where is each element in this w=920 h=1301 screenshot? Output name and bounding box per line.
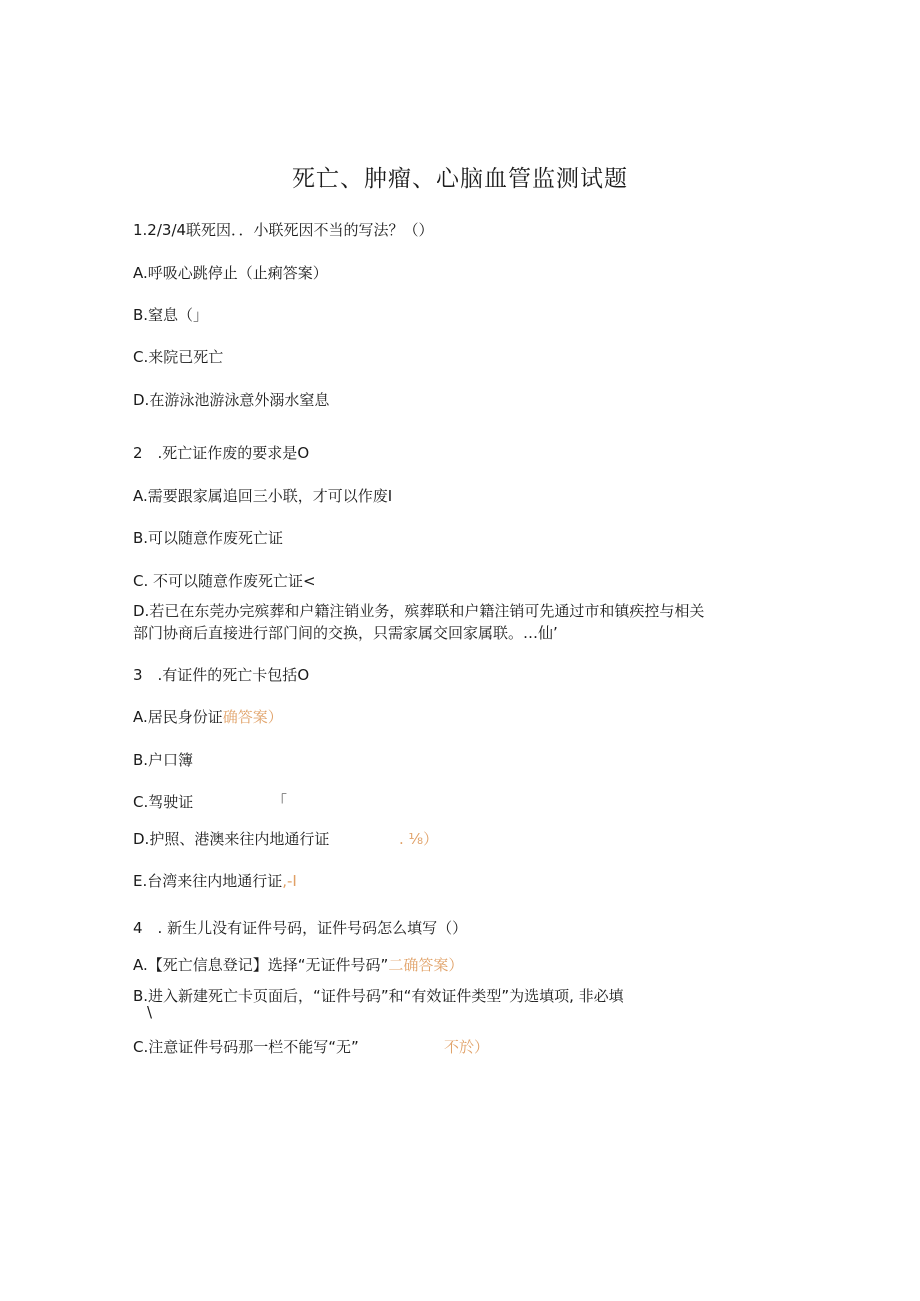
option-text: A.【死亡信息登记】选择“无证件号码” xyxy=(133,956,389,974)
question-1-option-b: B.窒息（」 xyxy=(133,306,209,324)
question-1-option-c: C.来院已死亡 xyxy=(133,348,224,366)
question-4-option-a xyxy=(133,954,463,976)
answer-mark: 确答案） xyxy=(222,708,283,726)
answer-mark: 「 xyxy=(272,792,288,810)
question-2-option-a: A.需要跟家属追回三小联，才可以作废I xyxy=(133,487,393,505)
question-3-option-e xyxy=(133,870,297,892)
question-3-option-b: B.户口簿 xyxy=(133,751,194,769)
answer-mark: ,-I xyxy=(282,872,297,890)
question-1-option-d: D.在游泳池游泳意外溺水窒息 xyxy=(133,391,330,409)
answer-mark: . ⅛） xyxy=(399,830,439,848)
answer-mark: 二确答案） xyxy=(388,956,464,974)
question-3-stem: 3 .有证件的死亡卡包括O xyxy=(133,666,310,684)
question-3-option-d: D.护照、港澳来往内地通行证 xyxy=(133,830,330,848)
answer-mark: 不於） xyxy=(444,1038,490,1056)
question-2-option-b: B.可以随意作废死亡证 xyxy=(133,529,284,547)
question-1-option-a: A.呼吸心跳停止（止痢答案） xyxy=(133,264,328,282)
question-2-option-d: D.若已在东莞办完殡葬和户籍注销业务，殡葬联和户籍注销可先通过市和镇疾控与相关 xyxy=(133,602,705,620)
question-1-stem: 1.2/3/4联死因．．小联死因不当的写法？（） xyxy=(133,221,434,239)
question-3-option-a xyxy=(133,706,283,728)
question-4-option-b: B.进入新建死亡卡页面后，“证件号码”和“有效证件类型”为选填项, 非必填 xyxy=(133,987,624,1005)
question-2-option-c: C. 不可以随意作废死亡证< xyxy=(133,572,316,590)
question-4-option-c: C.注意证件号码那一栏不能写“无” xyxy=(133,1038,359,1056)
question-4-stem: 4 . 新生儿没有证件号码，证件号码怎么填写（） xyxy=(133,919,468,937)
question-4-option-b-continued: \ xyxy=(147,1003,153,1021)
document-title: 死亡、肿瘤、心脑血管监测试题 xyxy=(292,166,628,192)
option-text: A.居民身份证 xyxy=(133,708,223,726)
question-2-stem: 2 .死亡证作废的要求是O xyxy=(133,444,310,462)
question-2-option-d-continued: 部门协商后直接进行部门间的交换，只需家属交回家属联。…仙’ xyxy=(133,624,558,642)
option-text: E.台湾来往内地通行证 xyxy=(133,872,283,890)
question-3-option-c: C.驾驶证 xyxy=(133,793,194,811)
